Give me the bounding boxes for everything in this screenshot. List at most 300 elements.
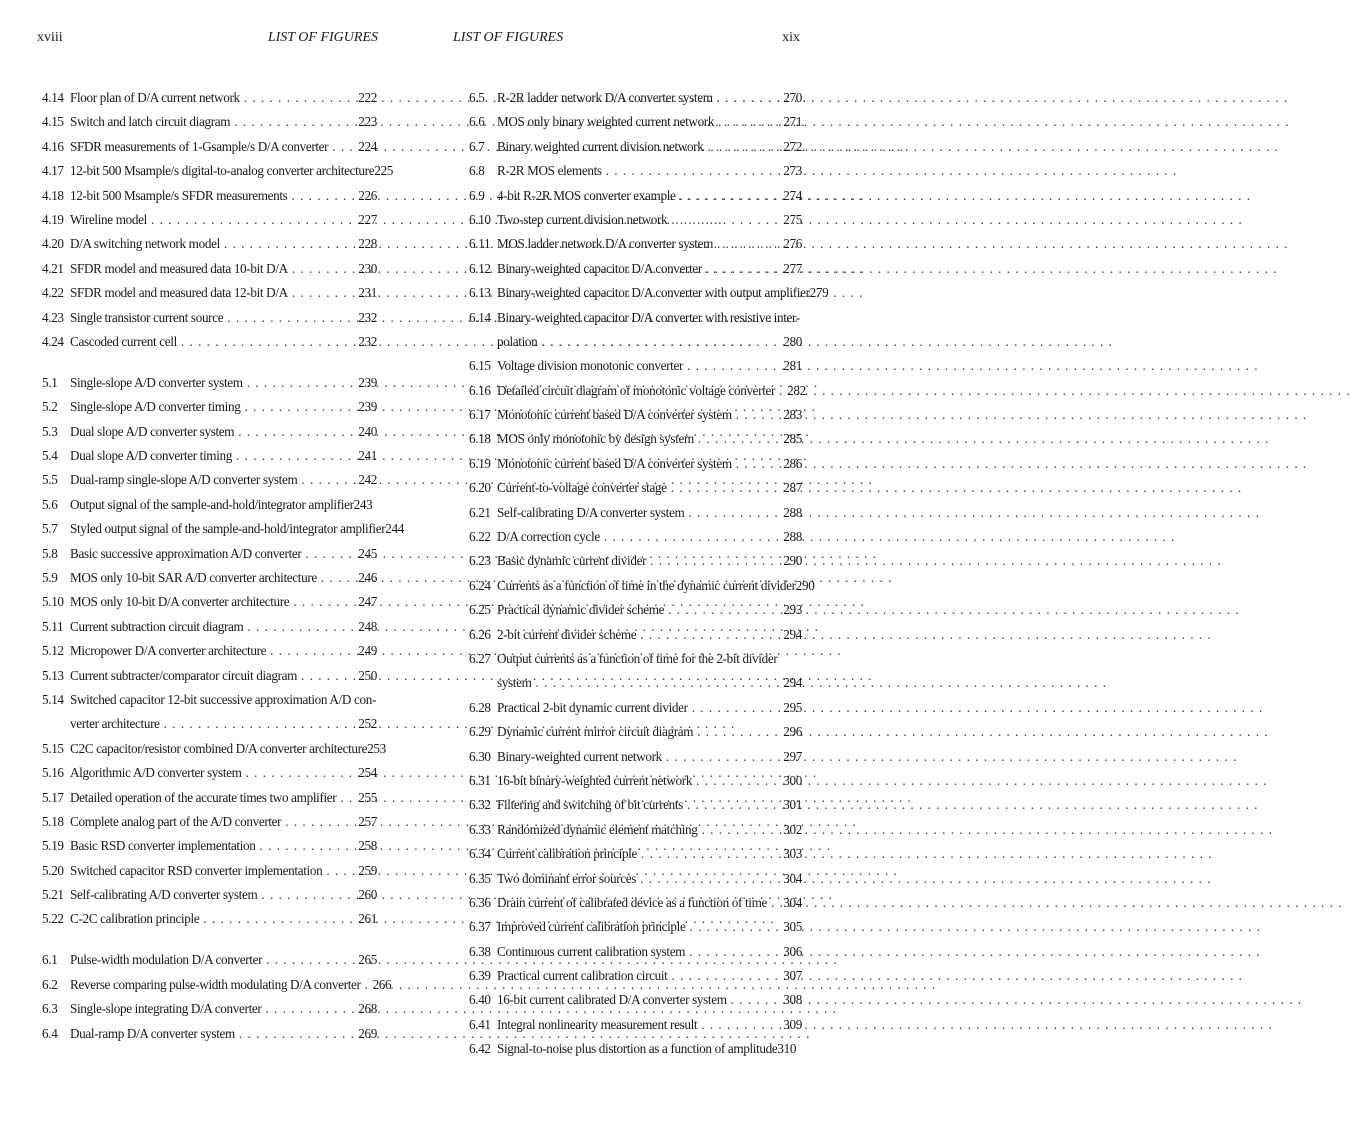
left-figure-list — [0, 86, 408, 1046]
figure-entry — [469, 184, 802, 208]
figure-entry — [42, 566, 377, 590]
figure-number: 6.33 — [469, 821, 491, 837]
figure-entry — [42, 997, 377, 1021]
figure-number: 6.29 — [469, 724, 491, 740]
figure-page: 260 — [358, 887, 377, 903]
figure-number: 5.10 — [42, 594, 64, 610]
dot-leader — [717, 232, 779, 256]
figure-entry — [42, 810, 377, 834]
figure-number: 6.26 — [469, 626, 491, 642]
figure-entry — [42, 517, 405, 541]
figure-title: Output currents as a function of time for the 2-bit divider — [497, 650, 778, 666]
figure-page: 253 — [367, 740, 386, 756]
figure-page: 280 — [783, 333, 802, 349]
figure-title: Detailed operation of the accurate times two amplifier — [70, 789, 337, 805]
figure-title: Two dominant error sources — [497, 870, 637, 886]
figure-page: 304 — [783, 870, 802, 886]
figure-number: 6.39 — [469, 968, 491, 984]
figure-title: 16-bit binary-weighted current network — [497, 772, 693, 788]
figure-entry — [469, 915, 802, 939]
figure-entry — [469, 427, 802, 451]
dot-leader — [687, 354, 779, 378]
figure-title: Dynamic current mirror circuit diagram — [497, 724, 694, 740]
figure-entry — [469, 940, 802, 964]
dot-leader — [697, 720, 779, 744]
dot-leader — [718, 110, 779, 134]
figure-title: MOS ladder network D/A converter system — [497, 236, 713, 252]
figure-title: Practical current calibration circuit — [497, 968, 668, 984]
dot-leader — [604, 525, 779, 549]
figure-page: 309 — [783, 1016, 802, 1032]
figure-page: 304 — [783, 894, 802, 910]
figure-number: 5.18 — [42, 813, 64, 829]
figure-page: 232 — [358, 309, 377, 325]
figure-page: 285 — [783, 431, 802, 447]
left-page — [0, 0, 408, 1123]
dot-leader — [247, 371, 355, 395]
dot-leader — [771, 891, 779, 915]
figure-title: Single transistor current source — [70, 309, 224, 325]
figure-page: 242 — [358, 472, 377, 488]
figure-page: 224 — [358, 138, 377, 154]
figure-entry — [469, 647, 802, 671]
figure-entry — [469, 159, 802, 183]
figure-title: Monotonic current based D/A converter system — [497, 455, 732, 471]
figure-entry — [42, 208, 377, 232]
figure-number: 6.22 — [469, 529, 491, 545]
dot-leader — [270, 639, 354, 663]
figure-number: 5.6 — [42, 496, 58, 512]
figure-number: 4.15 — [42, 114, 64, 130]
figure-number: 6.28 — [469, 699, 491, 715]
figure-entry — [469, 623, 802, 647]
figure-title: Current-to-voltage converter stage — [497, 480, 667, 496]
figure-title: 2-bit current divider scheme — [497, 626, 637, 642]
figure-page: 276 — [783, 236, 802, 252]
figure-entry — [469, 452, 802, 476]
right-running-title: LIST OF FIGURES — [453, 30, 564, 45]
figure-entry — [42, 493, 377, 517]
figure-number: 5.14 — [42, 691, 64, 707]
figure-page: 231 — [358, 285, 377, 301]
figure-title: 12-bit 500 Msample/s SFDR measurements — [70, 187, 288, 203]
figure-entry — [42, 159, 393, 183]
figure-title: Integral nonlinearity measurement result — [497, 1016, 698, 1032]
dot-leader — [293, 590, 354, 614]
figure-title: D/A switching network model — [70, 236, 220, 252]
figure-number: 5.20 — [42, 862, 64, 878]
figure-entry — [469, 574, 815, 598]
figure-page: 227 — [358, 211, 377, 227]
figure-title: Practical dynamic divider scheme — [497, 602, 665, 618]
figure-title-continuation: polation — [497, 333, 538, 349]
figure-title: Reverse comparing pulse-width modulating D/A converter — [70, 976, 361, 992]
figure-number: 6.1 — [42, 952, 58, 968]
figure-title: SFDR measurements of 1-Gsample/s D/A converter — [70, 138, 329, 154]
figure-entry — [469, 476, 802, 500]
figure-number: 4.16 — [42, 138, 64, 154]
figure-number: 5.4 — [42, 448, 58, 464]
figure-entry — [469, 793, 802, 817]
figure-title: Single-slope A/D converter system — [70, 374, 243, 390]
figure-entry — [469, 281, 829, 305]
figure-page: 275 — [783, 211, 802, 227]
dot-leader — [736, 452, 780, 476]
group-separator — [0, 932, 408, 949]
figure-entry — [42, 761, 377, 785]
figure-entry — [469, 891, 802, 915]
figure-title: Drain current of calibrated device as a function of time — [497, 894, 768, 910]
figure-title: Complete analog part of the A/D converter — [70, 813, 282, 829]
dot-leader — [606, 159, 780, 183]
figure-title: Algorithmic A/D converter system — [70, 765, 242, 781]
figure-number: 6.32 — [469, 797, 491, 813]
dot-leader — [671, 208, 779, 232]
figure-title: Two-step current division network — [497, 211, 668, 227]
left-page-number: xviii — [37, 30, 63, 45]
figure-page: 310 — [777, 1041, 797, 1057]
figure-title: C2C capacitor/resistor combined D/A converter architecture — [70, 740, 368, 756]
figure-page: 281 — [783, 358, 802, 374]
figure-title: 4-bit R-2R MOS converter example — [497, 187, 676, 203]
dot-leader — [536, 671, 780, 695]
dot-leader — [689, 915, 779, 939]
figure-entry — [469, 257, 802, 281]
right-page — [408, 0, 829, 1123]
figure-entry — [42, 639, 377, 663]
figure-number: 4.18 — [42, 187, 64, 203]
figure-entry — [469, 720, 802, 744]
figure-number: 5.8 — [42, 545, 58, 561]
dot-leader — [244, 395, 354, 419]
dot-leader — [641, 842, 779, 866]
figure-entry — [469, 379, 806, 403]
figure-page: 223 — [358, 114, 377, 130]
figure-page: 305 — [783, 919, 802, 935]
figure-title: Detailed circuit diagram of monotonic voltage converter — [497, 382, 776, 398]
figure-entry — [469, 1037, 802, 1061]
right-page-number: xix — [782, 30, 800, 45]
figure-number: 5.1 — [42, 374, 58, 390]
figure-page: 290 — [795, 577, 815, 593]
figure-number: 4.24 — [42, 333, 64, 349]
figure-number: 6.3 — [42, 1001, 58, 1017]
figure-number: 6.36 — [469, 894, 491, 910]
dot-leader — [701, 1013, 779, 1037]
figure-number: 6.8 — [469, 163, 485, 179]
dot-leader — [247, 615, 354, 639]
figure-page: 240 — [358, 423, 377, 439]
figure-page: 246 — [358, 570, 377, 586]
figure-entry — [469, 867, 802, 891]
figure-number: 6.23 — [469, 553, 491, 569]
figure-title: MOS only monotonic by design system — [497, 431, 694, 447]
figure-page: 294 — [783, 626, 802, 642]
figure-number: 5.3 — [42, 423, 58, 439]
figure-title: SFDR model and measured data 12-bit D/A — [70, 285, 288, 301]
figure-number: 6.6 — [469, 114, 485, 130]
figure-number: 6.38 — [469, 943, 491, 959]
figure-title-continuation: system — [497, 675, 532, 691]
figure-number: 6.9 — [469, 187, 485, 203]
figure-number: 6.37 — [469, 919, 491, 935]
figure-entry — [42, 1022, 377, 1046]
figure-entry — [469, 525, 802, 549]
dot-leader — [736, 403, 780, 427]
dot-leader — [650, 549, 779, 573]
figure-page: 287 — [783, 480, 802, 496]
figure-title: MOS only binary weighted current network — [497, 114, 715, 130]
figure-entry — [42, 395, 377, 419]
dot-leader — [261, 883, 354, 907]
figure-entry — [42, 281, 377, 305]
figure-number: 6.7 — [469, 138, 485, 154]
figure-page: 272 — [783, 138, 802, 154]
dot-leader — [671, 964, 779, 988]
figure-entry — [469, 549, 802, 573]
figure-entry-continuation — [469, 330, 802, 354]
figure-title: Basic dynamic current divider — [497, 553, 647, 569]
figure-page: 257 — [358, 813, 377, 829]
figure-title: Improved current calibration principle — [497, 919, 686, 935]
dot-leader — [640, 623, 779, 647]
figure-number: 6.41 — [469, 1016, 491, 1032]
figure-entry — [42, 907, 377, 931]
figure-title: Switch and latch circuit diagram — [70, 114, 231, 130]
figure-page: 297 — [783, 748, 802, 764]
figure-title: Self-calibrating D/A converter system — [497, 504, 685, 520]
figure-number: 5.19 — [42, 838, 64, 854]
figure-page: 247 — [358, 594, 377, 610]
dot-leader — [687, 793, 779, 817]
figure-title: Output signal of the sample-and-hold/integrator amplifier — [70, 496, 354, 512]
dot-leader — [227, 306, 354, 330]
figure-number: 5.21 — [42, 887, 64, 903]
dot-leader — [164, 712, 355, 736]
figure-entry — [469, 110, 802, 134]
figure-entry — [42, 468, 377, 492]
dot-leader — [340, 786, 354, 810]
dot-leader — [688, 501, 779, 525]
figure-entry-continuation — [42, 712, 377, 736]
figure-page: 239 — [358, 374, 377, 390]
figure-number: 5.13 — [42, 667, 64, 683]
figure-entry — [469, 745, 802, 769]
figure-entry — [469, 306, 802, 330]
figure-number: 5.9 — [42, 570, 58, 586]
dot-leader — [671, 476, 780, 500]
figure-page: 290 — [783, 553, 802, 569]
dot-leader — [203, 907, 354, 931]
figure-entry — [42, 86, 377, 110]
figure-page: 296 — [783, 724, 802, 740]
dot-leader — [702, 818, 780, 842]
figure-page: 308 — [783, 992, 802, 1008]
figure-title: Binary weighted current division network — [497, 138, 704, 154]
figure-page: 268 — [358, 1001, 377, 1017]
figure-number: 4.22 — [42, 285, 64, 301]
figure-title: MOS only 10-bit D/A converter architecture — [70, 594, 290, 610]
figure-number: 4.20 — [42, 236, 64, 252]
dot-leader — [706, 257, 779, 281]
dot-leader — [301, 468, 354, 492]
figure-number: 4.19 — [42, 211, 64, 227]
figure-page: 254 — [358, 765, 377, 781]
figure-page: 258 — [358, 838, 377, 854]
figure-number: 5.16 — [42, 765, 64, 781]
figure-entry — [469, 501, 802, 525]
figure-entry — [469, 86, 802, 110]
figure-title: Dual slope A/D converter system — [70, 423, 235, 439]
figure-title: Dual-ramp D/A converter system — [70, 1025, 235, 1041]
figure-number: 6.25 — [469, 602, 491, 618]
figure-title: Switched capacitor RSD converter implementation — [70, 862, 323, 878]
figure-entry — [469, 208, 802, 232]
figure-number: 6.30 — [469, 748, 491, 764]
figure-entry — [42, 110, 377, 134]
figure-title: Filtering and switching of bit currents — [497, 797, 683, 813]
figure-title: Binary-weighted capacitor D/A converter — [497, 260, 702, 276]
figure-page: 241 — [358, 448, 377, 464]
dot-leader — [698, 427, 779, 451]
figure-page: 248 — [358, 618, 377, 634]
figure-title: Switched capacitor 12-bit successive approximation A/D con- — [70, 691, 377, 707]
dot-leader — [224, 232, 354, 256]
figure-number: 5.17 — [42, 789, 64, 805]
figure-entry — [469, 818, 802, 842]
figure-title: Styled output signal of the sample-and-hold/integrator amplifier — [70, 521, 386, 537]
figure-entry — [469, 696, 802, 720]
figure-page: 226 — [358, 187, 377, 203]
figure-title: Voltage division monotonic converter — [497, 358, 684, 374]
figure-title: R-2R ladder network D/A converter system — [497, 90, 713, 105]
dot-leader — [244, 86, 355, 110]
figure-page: 307 — [783, 968, 802, 984]
figure-page: 265 — [358, 952, 377, 968]
figure-entry — [42, 615, 377, 639]
dot-leader — [305, 542, 354, 566]
dot-leader — [689, 940, 779, 964]
figure-page: 303 — [783, 846, 802, 862]
figure-number: 5.12 — [42, 643, 64, 659]
figure-entry — [42, 542, 377, 566]
dot-leader — [260, 834, 355, 858]
figure-title: Monotonic current based D/A converter system — [497, 407, 732, 423]
figure-page: 243 — [353, 496, 373, 512]
dot-leader — [239, 1022, 354, 1046]
figure-title: Signal-to-noise plus distortion as a function of amplitude — [497, 1041, 778, 1057]
right-figure-list — [408, 86, 829, 1062]
figure-number: 4.21 — [42, 260, 64, 276]
figure-page: 301 — [783, 797, 802, 813]
figure-entry — [42, 420, 377, 444]
figure-title: D/A correction cycle — [497, 529, 600, 545]
figure-entry — [469, 964, 802, 988]
figure-title: Basic successive approximation A/D converter — [70, 545, 302, 561]
figure-title: Current subtracter/comparator circuit diagram — [70, 667, 298, 683]
figure-entry — [42, 257, 377, 281]
figure-page: 252 — [358, 716, 377, 732]
dot-leader — [265, 997, 354, 1021]
dot-leader — [696, 769, 779, 793]
figure-number: 6.5 — [469, 90, 485, 105]
dot-leader — [717, 86, 780, 110]
figure-page: 288 — [783, 529, 802, 545]
figure-number: 6.42 — [469, 1041, 491, 1057]
group-separator — [0, 354, 408, 371]
figure-entry — [42, 330, 377, 354]
figure-page: 259 — [358, 862, 377, 878]
figure-number: 5.22 — [42, 911, 64, 927]
figure-title: Pulse-width modulation D/A converter — [70, 952, 263, 968]
dot-leader — [236, 444, 354, 468]
figure-number: 6.24 — [469, 577, 491, 593]
figure-page: 244 — [385, 521, 405, 537]
figure-entry — [42, 232, 377, 256]
figure-number: 6.19 — [469, 455, 491, 471]
figure-title: Basic RSD converter implementation — [70, 838, 256, 854]
dot-leader — [238, 420, 354, 444]
figure-entry — [42, 306, 377, 330]
figure-title: Dual slope A/D converter timing — [70, 448, 233, 464]
figure-entry-continuation — [469, 671, 802, 695]
figure-entry — [469, 988, 802, 1012]
figure-title: Self-calibrating A/D converter system — [70, 887, 258, 903]
figure-page: 306 — [783, 943, 802, 959]
figure-number: 5.15 — [42, 740, 64, 756]
figure-number: 6.16 — [469, 382, 491, 398]
figure-entry — [42, 688, 377, 712]
dot-leader — [246, 761, 355, 785]
figure-title: Current calibration principle — [497, 846, 637, 862]
figure-page: 232 — [358, 333, 377, 349]
figure-number: 6.40 — [469, 992, 491, 1008]
figure-entry — [42, 786, 377, 810]
dot-leader — [640, 867, 779, 891]
figure-page: 279 — [809, 285, 829, 301]
figure-entry — [42, 883, 377, 907]
figure-page: 269 — [358, 1025, 377, 1041]
dot-leader — [692, 696, 780, 720]
figure-number: 5.2 — [42, 399, 58, 415]
dot-leader — [292, 281, 354, 305]
dot-leader — [321, 566, 354, 590]
figure-entry — [42, 737, 386, 761]
figure-title: SFDR model and measured data 10-bit D/A — [70, 260, 288, 276]
figure-number: 5.7 — [42, 521, 58, 537]
figure-number: 6.13 — [469, 285, 491, 301]
dot-leader — [541, 330, 779, 354]
dot-leader — [707, 135, 779, 159]
figure-page: 293 — [783, 602, 802, 618]
figure-entry — [42, 444, 377, 468]
figure-number: 6.27 — [469, 650, 491, 666]
figure-title: Floor plan of D/A current network — [70, 90, 240, 105]
dot-leader — [731, 988, 780, 1012]
figure-number: 6.14 — [469, 309, 491, 325]
figure-page: 266 — [372, 976, 392, 992]
figure-page: 228 — [358, 236, 377, 252]
figure-title: Binary-weighted capacitor D/A converter with output amplifier — [497, 285, 810, 301]
figure-entry — [469, 769, 802, 793]
figure-title: Dual-ramp single-slope A/D converter system — [70, 472, 298, 488]
figure-page: 270 — [783, 90, 802, 105]
figure-title: Single-slope integrating D/A converter — [70, 1001, 262, 1017]
dot-leader — [666, 745, 779, 769]
figure-entry — [42, 184, 377, 208]
figure-number: 5.5 — [42, 472, 58, 488]
dot-leader — [181, 330, 354, 354]
